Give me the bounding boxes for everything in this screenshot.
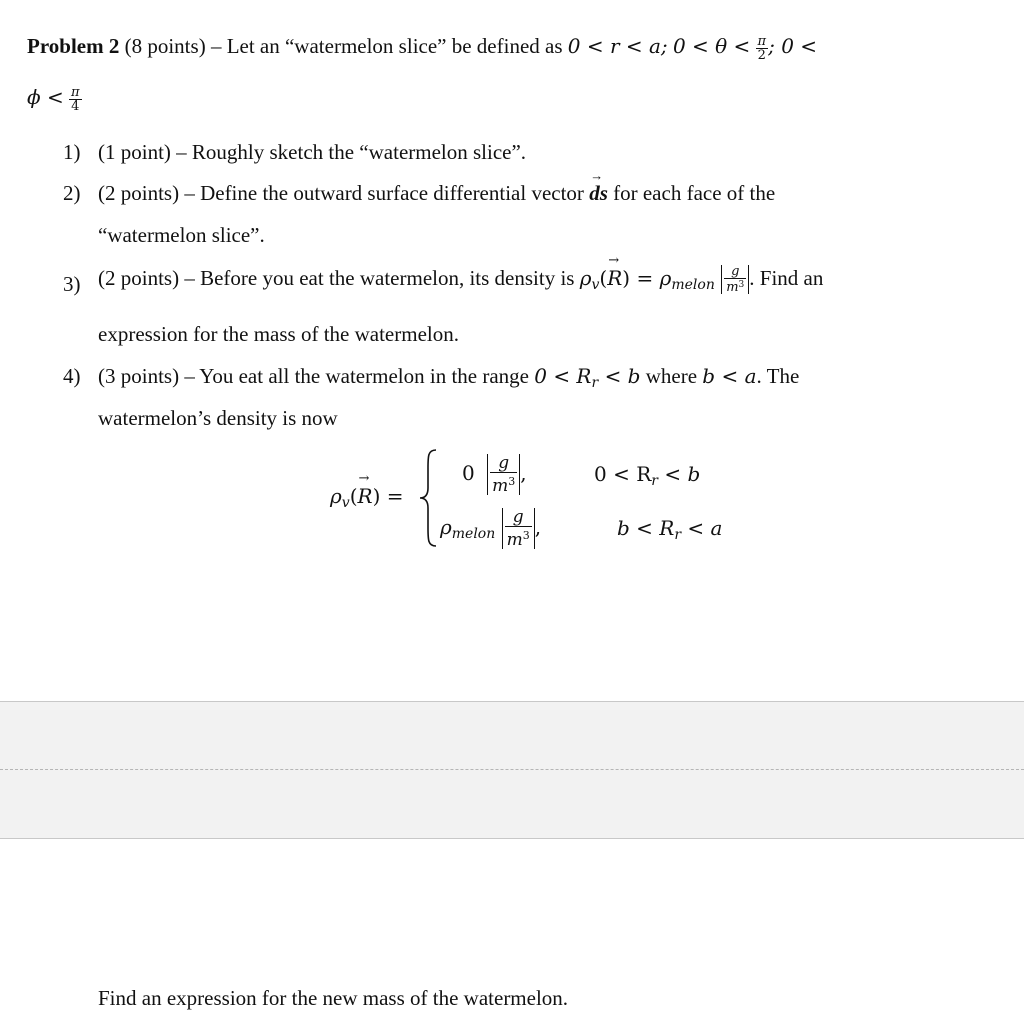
ds-vector: → ds xyxy=(589,181,608,206)
item-3-number: 3) xyxy=(63,272,81,296)
left-brace-icon xyxy=(418,448,440,548)
item-2 xyxy=(98,181,775,206)
region-phi-lead: ; 0 < xyxy=(768,34,818,58)
item-4-text-b: where xyxy=(645,364,698,388)
problem-points: (8 points) xyxy=(124,34,206,58)
item-1-text: – Roughly sketch the “watermelon slice”. xyxy=(176,140,527,164)
problem-label: Problem 2 xyxy=(27,34,120,58)
item-2-text-b: for each face of the xyxy=(613,181,776,205)
item-4-text-d: watermelon’s density is now xyxy=(98,406,338,430)
item-4-points: (3 points) xyxy=(98,364,180,388)
item-2-text-c: “watermelon slice”. xyxy=(98,223,265,247)
problem-intro: Let an “watermelon slice” be defined as xyxy=(226,34,563,58)
region-r: 0 < r < a; xyxy=(567,34,668,58)
item-2-points: (2 points) xyxy=(98,181,180,205)
region-phi: ϕ < xyxy=(27,85,64,109)
item-1 xyxy=(98,140,526,165)
cond-expr: b < a xyxy=(702,364,757,388)
case-1-value: 0 $\frac{g}{m^3}$ , xyxy=(462,453,527,496)
item-4-text: – You eat all the watermelon in the range xyxy=(184,364,529,388)
problem-header xyxy=(27,34,817,62)
item-1-number: 1) xyxy=(63,140,81,164)
item-1-points: (1 point) xyxy=(98,140,171,164)
theta-fraction: $\frac{\pi}{2}$ xyxy=(757,33,767,63)
case-2-condition: $b < R_r < a$ xyxy=(617,516,723,543)
range-expr: $0 < R_r < b$ xyxy=(534,364,641,391)
divider-band-bottom xyxy=(0,770,1024,839)
item-3-text-b: . Find an xyxy=(749,266,824,290)
item-3-text: – Before you eat the watermelon, its density is xyxy=(184,266,575,290)
case-1-condition: $0 < R_r < b$ xyxy=(594,462,701,489)
item-3-points: (2 points) xyxy=(98,266,180,290)
item-2-text: – Define the outward surface differential vector xyxy=(184,181,584,205)
item-2-number: 2) xyxy=(63,181,81,205)
density-expr: $\rho_v(\to R) = \rho_{melon}$ $\frac{g}{m^3}$ xyxy=(580,266,750,290)
item-4 xyxy=(98,364,799,391)
problem-header-cont xyxy=(27,85,82,113)
item-3-text-c: expression for the mass of the watermelon. xyxy=(98,322,459,346)
item-3 xyxy=(98,265,823,294)
final-question: Find an expression for the new mass of the watermelon. xyxy=(98,986,569,1010)
item-4-number: 4) xyxy=(63,364,81,388)
item-4-text-c: . The xyxy=(756,364,800,388)
divider-band-top xyxy=(0,701,1024,770)
region-theta: 0 < θ < xyxy=(672,34,751,58)
phi-fraction: $\frac{\pi}{4}$ xyxy=(71,84,80,114)
dash: – xyxy=(210,34,222,58)
piecewise-lhs: $\rho_v(\to R)$ = xyxy=(330,484,404,511)
case-2-value: $\rho_{melon}$ $\frac{g}{m^3}$ , xyxy=(440,507,542,550)
